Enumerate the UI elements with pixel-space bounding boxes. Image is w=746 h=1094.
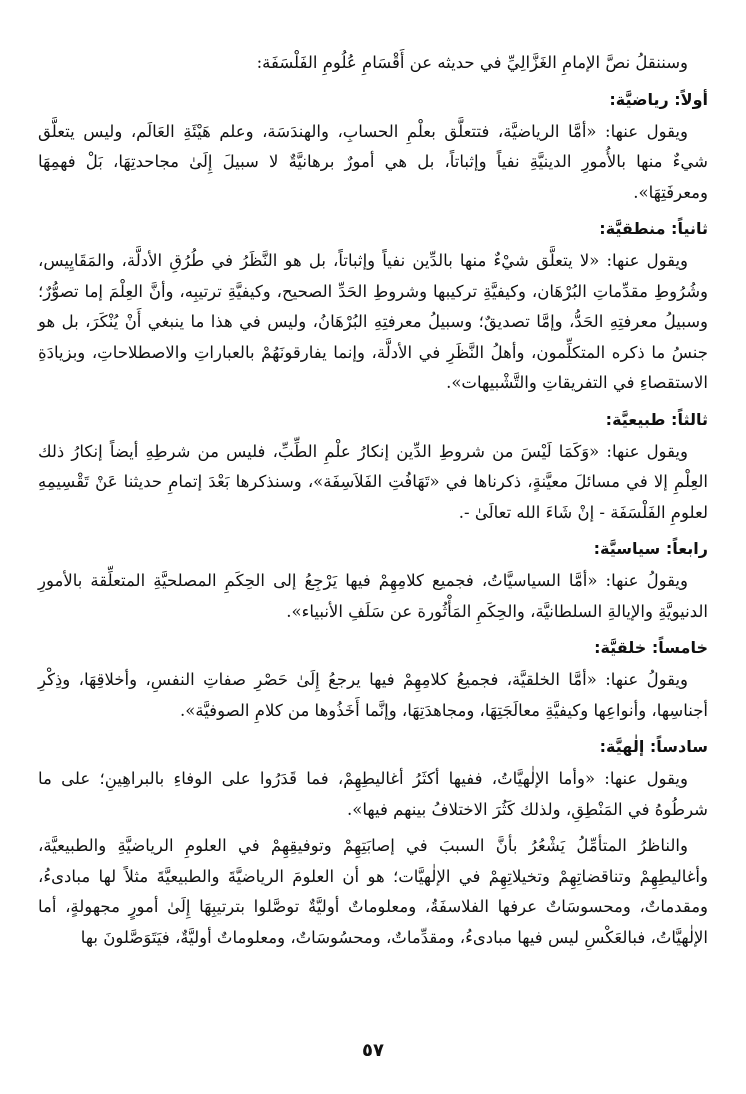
section-heading-metaphysics: سادساً: إلٰهيَّة: bbox=[599, 737, 708, 756]
section-heading-ethics: خامساً: خلقيَّة: bbox=[594, 638, 708, 657]
section-heading-mathematics: أولاً: رياضيَّة: bbox=[609, 89, 708, 109]
intro-paragraph: وسننقلُ نصَّ الإمامِ الغَزَّالِيِّ في حديثه عن أَقْسَامِ عُلُومِ الفَلْسَفَة: bbox=[256, 53, 688, 72]
section-text-physics: ويقول عنها: «وَكَمَا لَيْسَ من شروطِ الدِّين إنكارُ علْمِ الطِّبِّ، فليس من شرطِهِ أيضاً إنكارُ ذلك العِلْمِ إلا في مسائلَ معيَّنةٍ، ذكرناها في «تَهَافُتِ الفَلاَسِفَة»، وسنذكرها بَعْدَ إتمامِ حديثنا عَنْ تَقْسِيمِهِ لعلومِ الفَلْسَفَة - إنْ شَاءَ الله تعالَىٰ -. bbox=[38, 441, 708, 522]
section-text-ethics: ويقولُ عنها: «أمَّا الخلقيَّة، فجميعُ كلامِهِمْ فيها يرجعُ إِلَىٰ حَصْرِ صفاتِ النفسِ، وأخلاقِهَا، وذِكْرِ أجناسِها، وأنواعِها وكيفيَّةِ معالَجَتِهَا، ومجاهدَتِهَا، وإنَّما أَخَذُوها من كلامِ الصوفيَّة». bbox=[38, 670, 708, 720]
section-text-mathematics: ويقول عنها: «أمَّا الرياضيَّة، فتتعلَّق بعلْمِ الحسابِ، والهندَسَة، وعلم هَيْئَةِ العَالَم، وليس يتعلَّق شيءٌ منها بالأُمورِ الدينيَّةِ نفياً وإثباتاً، بل هي أمورٌ برهانيَّةٌ لا سبيلَ إِلَىٰ مجاحدتِهَا، بَلْ فهمِهَا ومعرفَتِهَا». bbox=[38, 121, 708, 202]
section-heading-politics: رابعاً: سياسيَّة: bbox=[593, 539, 708, 558]
section-heading-logic: ثانياً: منطقيَّة: bbox=[599, 219, 708, 238]
section-text-politics: ويقولُ عنها: «أمَّا السياسيَّاتُ، فجميع كلامِهِمْ فيها يَرْجِعُ إلى الحِكَمِ المصلحيَّةِ المتعلِّقة بالأمورِ الدنيويَّةِ والإيالةِ السلطانيَّة، والحِكَمِ المَأْثُورة عن سَلَفِ الأنبياء». bbox=[38, 571, 708, 621]
page-number: ٥٧ bbox=[362, 1040, 384, 1061]
section-text-metaphysics: ويقول عنها: «وأما الإلٰهيَّاتُ، ففيها أكثَرُ أغاليطِهِمْ، فما قَدَرُوا على الوفاءِ بالبراهِينِ؛ على ما شرطُوهُ في المَنْطِقِ، ولذلك كَثُرَ الاختلافُ بينهم فيها». bbox=[38, 769, 708, 819]
closing-paragraph: والناظرُ المتأمِّلُ يَشْعُرُ بأنَّ السببَ في إصابَتِهِمْ وتوفيقِهِمْ في العلومِ الرياضيَّةِ والطبيعيَّة، وأغاليطِهِمْ وتناقضاتِهِمْ وتخيلاتِهِمْ في الإلٰهيَّات؛ هو أن العلومَ الرياضيَّةَ والطبيعيَّةَ مثلاً لها مبادىءُ، ومقدماتٌ، ومحسوسَاتٌ عرفها الفلاسفَةُ، ومعلوماتٌ أوليَّةٌ توصَّلوا بترتيبِهَا إِلَىٰ أمورٍ مجهولةٍ، أما الإلٰهيَّاتُ، فبالعَكْسِ ليس فيها مبادىءُ، ومقدِّماتٌ، ومحسُوسَاتٌ، ومعلوماتٌ أوليَّةٌ، فيَتَوَصَّلونَ بها bbox=[38, 836, 708, 947]
section-text-logic: ويقول عنها: «لا يتعلَّق شيْءٌ منها بالدِّين نفياً وإثباتاً، بل هو النَّظَرُ في طُرُقِ الأدلَّة، والمَقَايِيس، وشُرُوطِ مقدِّماتِ البُرْهَان، وكيفيَّةِ تركيبها وشروطِ الحَدِّ الصحيح، وكيفيَّةِ ترتيبِه، وأنَّ العِلْمَ إما تصوُّرٌ؛ وسبيلُ معرفتِهِ الحَدُّ، وإمَّا تصديقٌ؛ وسبيلُ معرفتِهِ البُرْهَانُ، وليس في هذا ما ينبغي أَنْ يُنْكَرَ، بل هو جنسُ ما ذكره المتكلِّمون، وأهلُ النَّظَرِ في الأدلَّة، وإنما يفارقونَهُمْ بالعباراتِ والاصطلاحاتِ، وبزيادَةِ الاستقصاءِ في التفريقاتِ والتَّشْبيهات». bbox=[38, 251, 708, 392]
section-heading-physics: ثالثاً: طبيعيَّة: bbox=[605, 409, 708, 429]
